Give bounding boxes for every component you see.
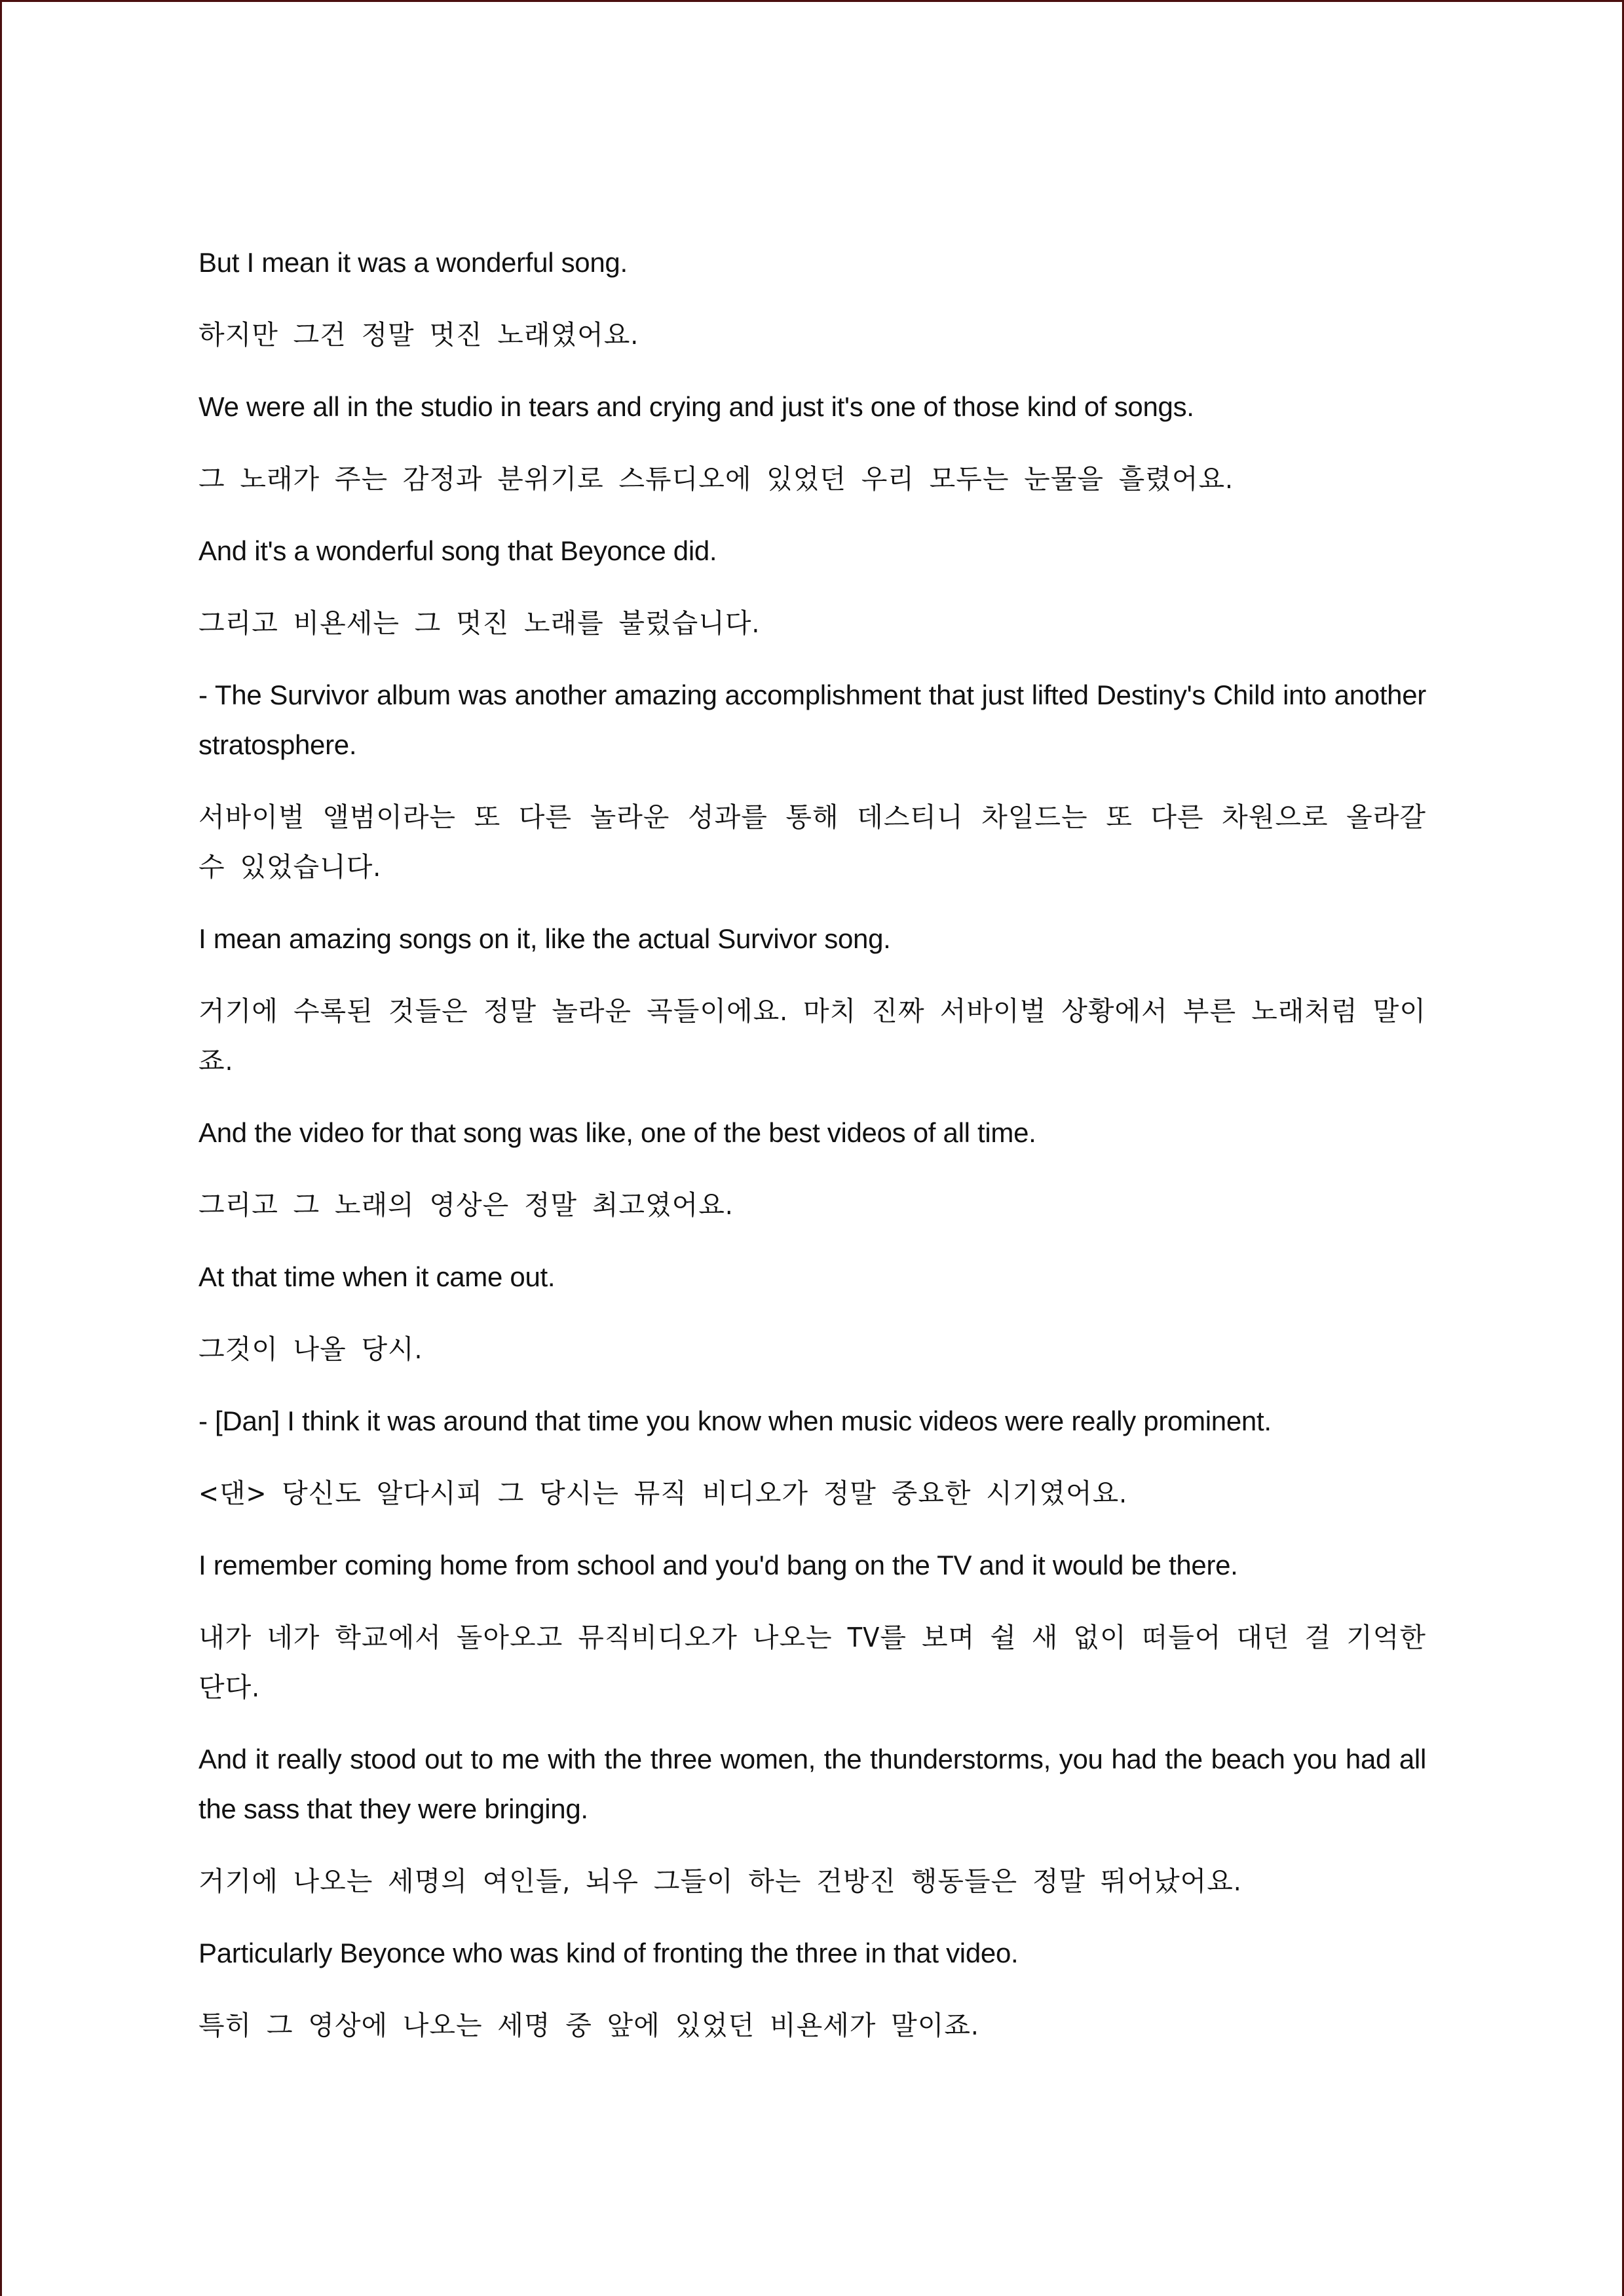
- transcript-line-ko: 내가 네가 학교에서 돌아오고 뮤직비디오가 나오는 TV를 보며 쉴 새 없이 떠들어 대던 걸 기억한단다.: [198, 1622, 1426, 1703]
- transcript-line-ko: <댄> 당신도 알다시피 그 당시는 뮤직 비디오가 정말 중요한 시기였어요.: [198, 1478, 1127, 1509]
- transcript-line-en: But I mean it was a wonderful song.: [198, 247, 628, 278]
- transcript-line-en: Particularly Beyonce who was kind of fronting the three in that video.: [198, 1938, 1019, 1968]
- transcript-line-en: We were all in the studio in tears and crying and just it's one of those kind of songs.: [198, 391, 1194, 422]
- transcript-line-en: And it really stood out to me with the three women, the thunderstorms, you had the beach you had all the sass that they were bringing.: [198, 1744, 1426, 1824]
- transcript-line-en: I remember coming home from school and you'd bang on the TV and it would be there.: [198, 1550, 1238, 1580]
- transcript-line-ko: 그 노래가 주는 감정과 분위기로 스튜디오에 있었던 우리 모두는 눈물을 흘렸어요.: [198, 463, 1234, 495]
- transcript-line-en: At that time when it came out.: [198, 1261, 556, 1292]
- transcript-line-ko: 거기에 수록된 것들은 정말 놀라운 곡들이에요. 마치 진짜 서바이벌 상황에서 부른 노래처럼 말이죠.: [198, 995, 1426, 1077]
- transcript-line-ko: 특히 그 영상에 나오는 세명 중 앞에 있었던 비욘세가 말이죠.: [198, 2010, 979, 2041]
- transcript-line-ko: 그리고 그 노래의 영상은 정말 최고였어요.: [198, 1189, 734, 1221]
- transcript-line-en: And the video for that song was like, one of the best videos of all time.: [198, 1117, 1036, 1148]
- transcript-line-en: I mean amazing songs on it, like the actual Survivor song.: [198, 923, 891, 954]
- transcript-line-en: And it's a wonderful song that Beyonce did.: [198, 535, 717, 566]
- transcript-body: [198, 238, 1426, 2073]
- transcript-line-ko: 하지만 그건 정말 멋진 노래였어요.: [198, 319, 639, 351]
- transcript-line-ko: 거기에 나오는 세명의 여인들, 뇌우 그들이 하는 건방진 행동들은 정말 뛰어났어요.: [198, 1866, 1242, 1897]
- transcript-line-ko: 그리고 비욘세는 그 멋진 노래를 불렀습니다.: [198, 607, 761, 639]
- transcript-line-en: - [Dan] I think it was around that time you know when music videos were really prominent.: [198, 1406, 1272, 1436]
- transcript-line-en: - The Survivor album was another amazing accomplishment that just lifted Destiny's Child into another stratosphere.: [198, 679, 1426, 760]
- transcript-line-ko: 서바이벌 앨범이라는 또 다른 놀라운 성과를 통해 데스티니 차일드는 또 다른 차원으로 올라갈 수 있었습니다.: [198, 801, 1426, 883]
- transcript-line-ko: 그것이 나올 당시.: [198, 1333, 423, 1365]
